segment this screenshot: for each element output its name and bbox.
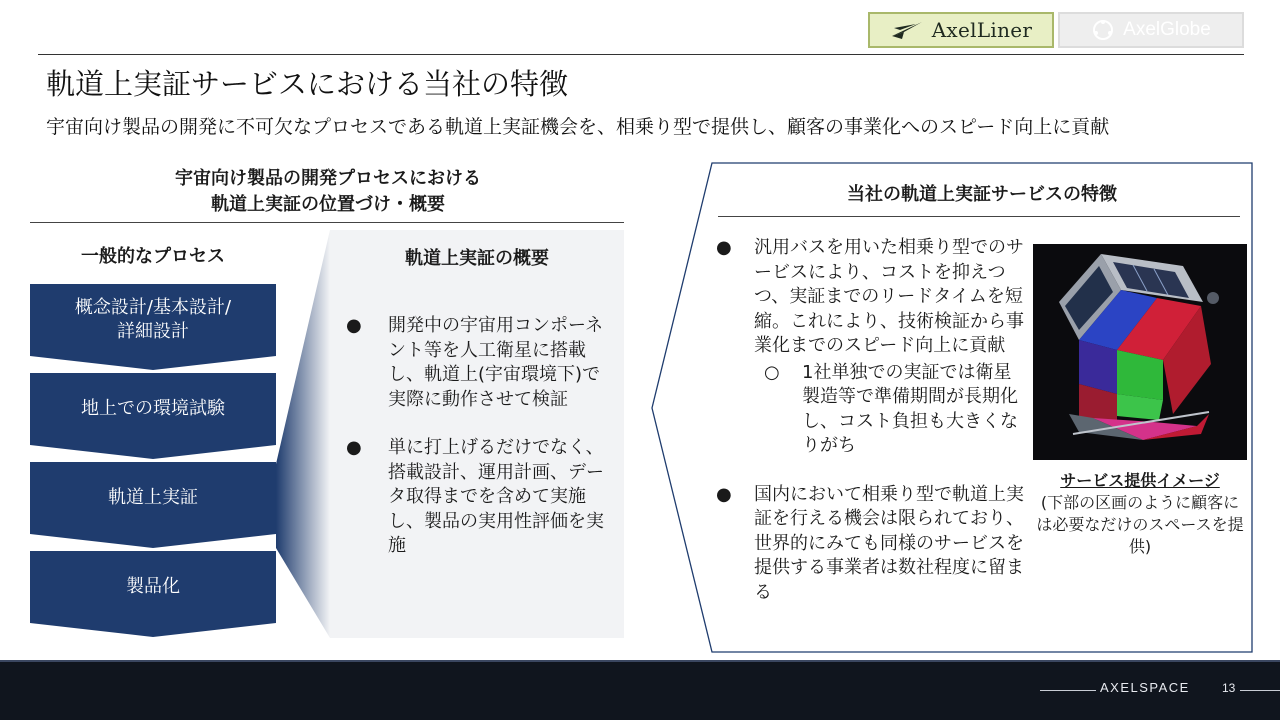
footer-top-line [0,660,1280,662]
process-step-design [30,284,276,370]
step-label: 概念設計/基本設計/ 詳細設計 [74,297,232,342]
footer-brand: AXELSPACE [1100,680,1190,695]
sub-bullet-icon: ○ [764,361,780,383]
features-list [716,236,1026,629]
list-item: ● 開発中の宇宙用コンポーネント等を人工衛星に搭載し、軌道上(宇宙環境下)で実際に動作させて検証 [346,315,604,410]
left-heading-line1: 宇宙向け製品の開発プロセスにおける [175,168,481,189]
image-caption [1033,470,1247,558]
step-label: 軌道上実証 [108,487,198,508]
process-heading: 一般的なプロセス [81,246,225,267]
features-divider [718,216,1240,217]
bullet-icon: ● [346,315,362,336]
axelglobe-logo [1058,12,1244,48]
step-label: 製品化 [126,576,180,597]
logo-right-text: AxelGlobe [1123,19,1211,40]
bullet-icon: ● [346,437,362,458]
header-divider [38,54,1244,55]
plane-icon [890,20,924,40]
logo-left-text: AxelLiner [931,18,1033,42]
sub-list [754,361,1026,459]
features-heading: 当社の軌道上実証サービスの特徴 [847,184,1117,205]
sub-list-item: ○ 1社単独での実証では衛星製造等で準備期間が長期化し、コスト負担も大きくなりがち [764,361,1018,456]
satellite-image [1033,244,1247,460]
satellite-icon [1033,244,1247,460]
axelliner-logo [868,12,1054,48]
bullet-icon: ● [716,237,732,258]
process-step-productization [30,551,276,637]
globe-icon [1091,18,1115,42]
left-panel-heading [30,166,626,218]
page-title: 軌道上実証サービスにおける当社の特徴 [46,67,569,101]
overview-list [346,314,618,583]
left-heading-line2: 軌道上実証の位置づけ・概要 [211,194,445,215]
list-item: ● 単に打上げるだけでなく、搭載設計、運用計画、データ取得までを含めて実施し、製品の実用性評価を実施 [346,437,604,556]
page-subtitle: 宇宙向け製品の開発に不可欠なプロセスである軌道上実証機会を、相乗り型で提供し、顧客の事業化へのスピード向上に貢献 [46,116,1110,138]
bullet-icon: ● [716,483,732,505]
page-number: 13 [1222,681,1236,695]
left-heading-divider [30,222,624,223]
list-item: ● 汎用バスを用いた相乗り型でのサービスにより、コストを抑えつつ、実証までのリードタイムを短縮。これにより、技術検証から事業化までのスピード向上に貢献 ○ 1社単独での実証では衛星製造等で準備期間が長期化し、コスト負担も大きくなりがち [716,236,1026,459]
process-step-orbit-demo [30,462,276,548]
list-item: ● 国内において相乗り型で軌道上実証を行える機会は限られており、世界的にみても同様のサービスを提供する事業者は数社程度に留まる [716,483,1024,603]
process-step-ground-test [30,373,276,459]
footer-rule-left [1040,690,1096,691]
footer-rule-right [1240,690,1280,691]
overview-heading: 軌道上実証の概要 [405,248,549,269]
step-label: 地上での環境試験 [81,398,225,419]
caption-text: (下部の区画のように顧客には必要なだけのスペースを提供) [1036,493,1244,556]
overview-connector [276,228,336,640]
caption-title: サービス提供イメージ [1060,471,1220,490]
